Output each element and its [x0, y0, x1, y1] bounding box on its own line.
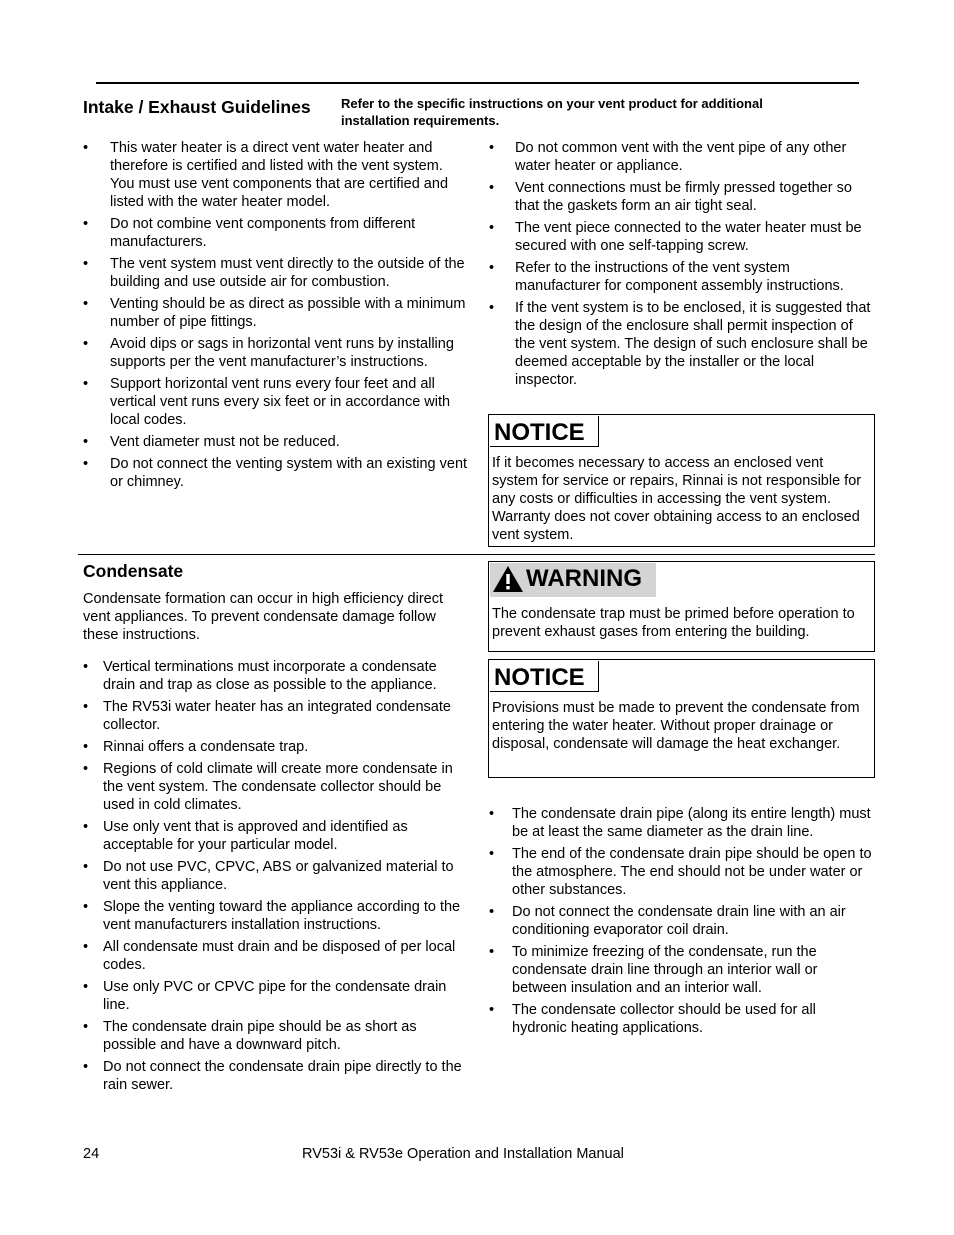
list-item: • Do not use PVC, CPVC, ABS or galvanized material to vent this appliance.	[83, 859, 454, 893]
list-item: • If the vent system is to be enclosed, it is suggested that the design of the enclosure shall permit inspection of the vent system. The design of such enclosure shall be deemed acceptable by the installer or the local inspector.	[489, 300, 871, 388]
condensate-left-list	[83, 658, 468, 1098]
bullet: •	[83, 336, 89, 352]
list-item: • Use only vent that is approved and identified as acceptable for your particular model.	[83, 819, 408, 853]
bullet: •	[83, 216, 89, 232]
bullet: •	[83, 456, 89, 472]
list-item: • Vent connections must be firmly pressed together so that the gaskets form an air tight seal.	[489, 180, 852, 214]
list-item: • All condensate must drain and be disposed of per local codes.	[83, 939, 456, 973]
notice-text: Provisions must be made to prevent the condensate from entering the water heater. Without proper drainage or disposal, condensate will damage the heat exchanger.	[492, 700, 860, 752]
bullet: •	[83, 140, 89, 156]
notice-text: If it becomes necessary to access an enclosed vent system for service or repairs, Rinnai is not responsible for any costs or difficulties in accessing the vent system. Warranty does not cover obtaining access to an enclosed vent system.	[492, 455, 862, 543]
list-item: • Slope the venting toward the appliance according to the vent manufacturers installation instructions.	[83, 899, 461, 933]
bullet: •	[83, 819, 89, 835]
notice-label: NOTICE	[490, 416, 599, 447]
list-item: • Rinnai offers a condensate trap.	[83, 739, 309, 755]
bullet: •	[83, 899, 89, 915]
bullet: •	[83, 979, 89, 995]
bullet: •	[489, 806, 495, 822]
bullet: •	[83, 1059, 89, 1075]
bullet: •	[489, 846, 495, 862]
condensate-warning-box	[488, 561, 875, 652]
list-item: • Do not connect the condensate drain pipe directly to the rain sewer.	[83, 1059, 462, 1093]
list-item: • The RV53i water heater has an integrated condensate collector.	[83, 699, 451, 733]
section-divider	[78, 554, 875, 555]
bullet: •	[489, 944, 495, 960]
bullet: •	[83, 376, 89, 392]
top-rule	[96, 82, 859, 84]
bullet: •	[489, 904, 495, 920]
list-item: • Vent diameter must not be reduced.	[83, 434, 340, 450]
bullet: •	[83, 1019, 89, 1035]
warning-label: WARNING	[526, 565, 642, 592]
notice-label: NOTICE	[490, 661, 599, 692]
bullet: •	[83, 761, 89, 777]
list-item: • The condensate drain pipe should be as short as possible and have a downward pitch.	[83, 1019, 417, 1053]
list-item: • Venting should be as direct as possible with a minimum number of pipe fittings.	[83, 296, 466, 330]
warning-text: The condensate trap must be primed before operation to prevent exhaust gases from entering the building.	[492, 606, 855, 640]
warning-triangle-icon	[492, 565, 524, 593]
list-item: • Do not connect the venting system with an existing vent or chimney.	[83, 456, 468, 490]
condensate-notice-box	[488, 659, 875, 778]
bullet: •	[489, 180, 495, 196]
condensate-intro: Condensate formation can occur in high efficiency direct vent appliances. To prevent condensate damage follow these instructions.	[83, 591, 444, 643]
bullet: •	[83, 699, 89, 715]
bullet: •	[83, 296, 89, 312]
list-item: • The vent piece connected to the water heater must be secured with one self-tapping screw.	[489, 220, 862, 254]
bullet: •	[489, 140, 495, 156]
intake-left-list	[83, 139, 468, 495]
condensate-right-list	[489, 805, 874, 1041]
bullet: •	[83, 659, 89, 675]
intake-heading: Intake / Exhaust Guidelines	[83, 97, 311, 117]
manual-title: RV53i & RV53e Operation and Installation Manual	[302, 1146, 624, 1162]
list-item: • Do not connect the condensate drain line with an air conditioning evaporator coil drain.	[489, 904, 846, 938]
bullet: •	[489, 300, 495, 316]
list-item: • This water heater is a direct vent water heater and therefore is certified and listed with the vent system. You must use vent components that are certified and listed with the water heater model.	[83, 140, 449, 210]
list-item: • Vertical terminations must incorporate a condensate drain and trap as close as possible to the appliance.	[83, 659, 437, 693]
bullet: •	[83, 859, 89, 875]
list-item: • To minimize freezing of the condensate, run the condensate drain line through an interior wall or between insulation and an interior wall.	[489, 944, 818, 996]
list-item: • The vent system must vent directly to the outside of the building and use outside air for combustion.	[83, 256, 465, 290]
page-number: 24	[83, 1146, 100, 1162]
list-item: • Refer to the instructions of the vent system manufacturer for component assembly instructions.	[489, 260, 844, 294]
bullet: •	[83, 939, 89, 955]
list-item: • Do not combine vent components from different manufacturers.	[83, 216, 416, 250]
vent-notice-box	[488, 414, 875, 547]
warning-label-band	[490, 563, 656, 597]
condensate-heading: Condensate	[83, 561, 184, 581]
bullet: •	[83, 256, 89, 272]
list-item: • Use only PVC or CPVC pipe for the condensate drain line.	[83, 979, 447, 1013]
list-item: • The end of the condensate drain pipe should be open to the atmosphere. The end should not be under water or other substances.	[489, 846, 872, 898]
bullet: •	[489, 1002, 495, 1018]
list-item: • Support horizontal vent runs every four feet and all vertical vent runs every six feet or in accordance with local codes.	[83, 376, 451, 428]
list-item: • The condensate collector should be used for all hydronic heating applications.	[489, 1002, 816, 1036]
intake-right-list	[489, 139, 874, 393]
bullet: •	[83, 739, 89, 755]
list-item: • Regions of cold climate will create more condensate in the vent system. The condensate collector should be used in cold climates.	[83, 761, 453, 813]
bullet: •	[489, 220, 495, 236]
bullet: •	[83, 434, 89, 450]
list-item: • The condensate drain pipe (along its entire length) must be at least the same diameter as the drain line.	[489, 806, 871, 840]
bullet: •	[489, 260, 495, 276]
list-item: • Avoid dips or sags in horizontal vent runs by installing supports per the vent manufacturer’s instructions.	[83, 336, 454, 370]
list-item: • Do not common vent with the vent pipe of any other water heater or appliance.	[489, 140, 847, 174]
intake-note: Refer to the specific instructions on your vent product for additional installation requirements.	[341, 96, 763, 128]
